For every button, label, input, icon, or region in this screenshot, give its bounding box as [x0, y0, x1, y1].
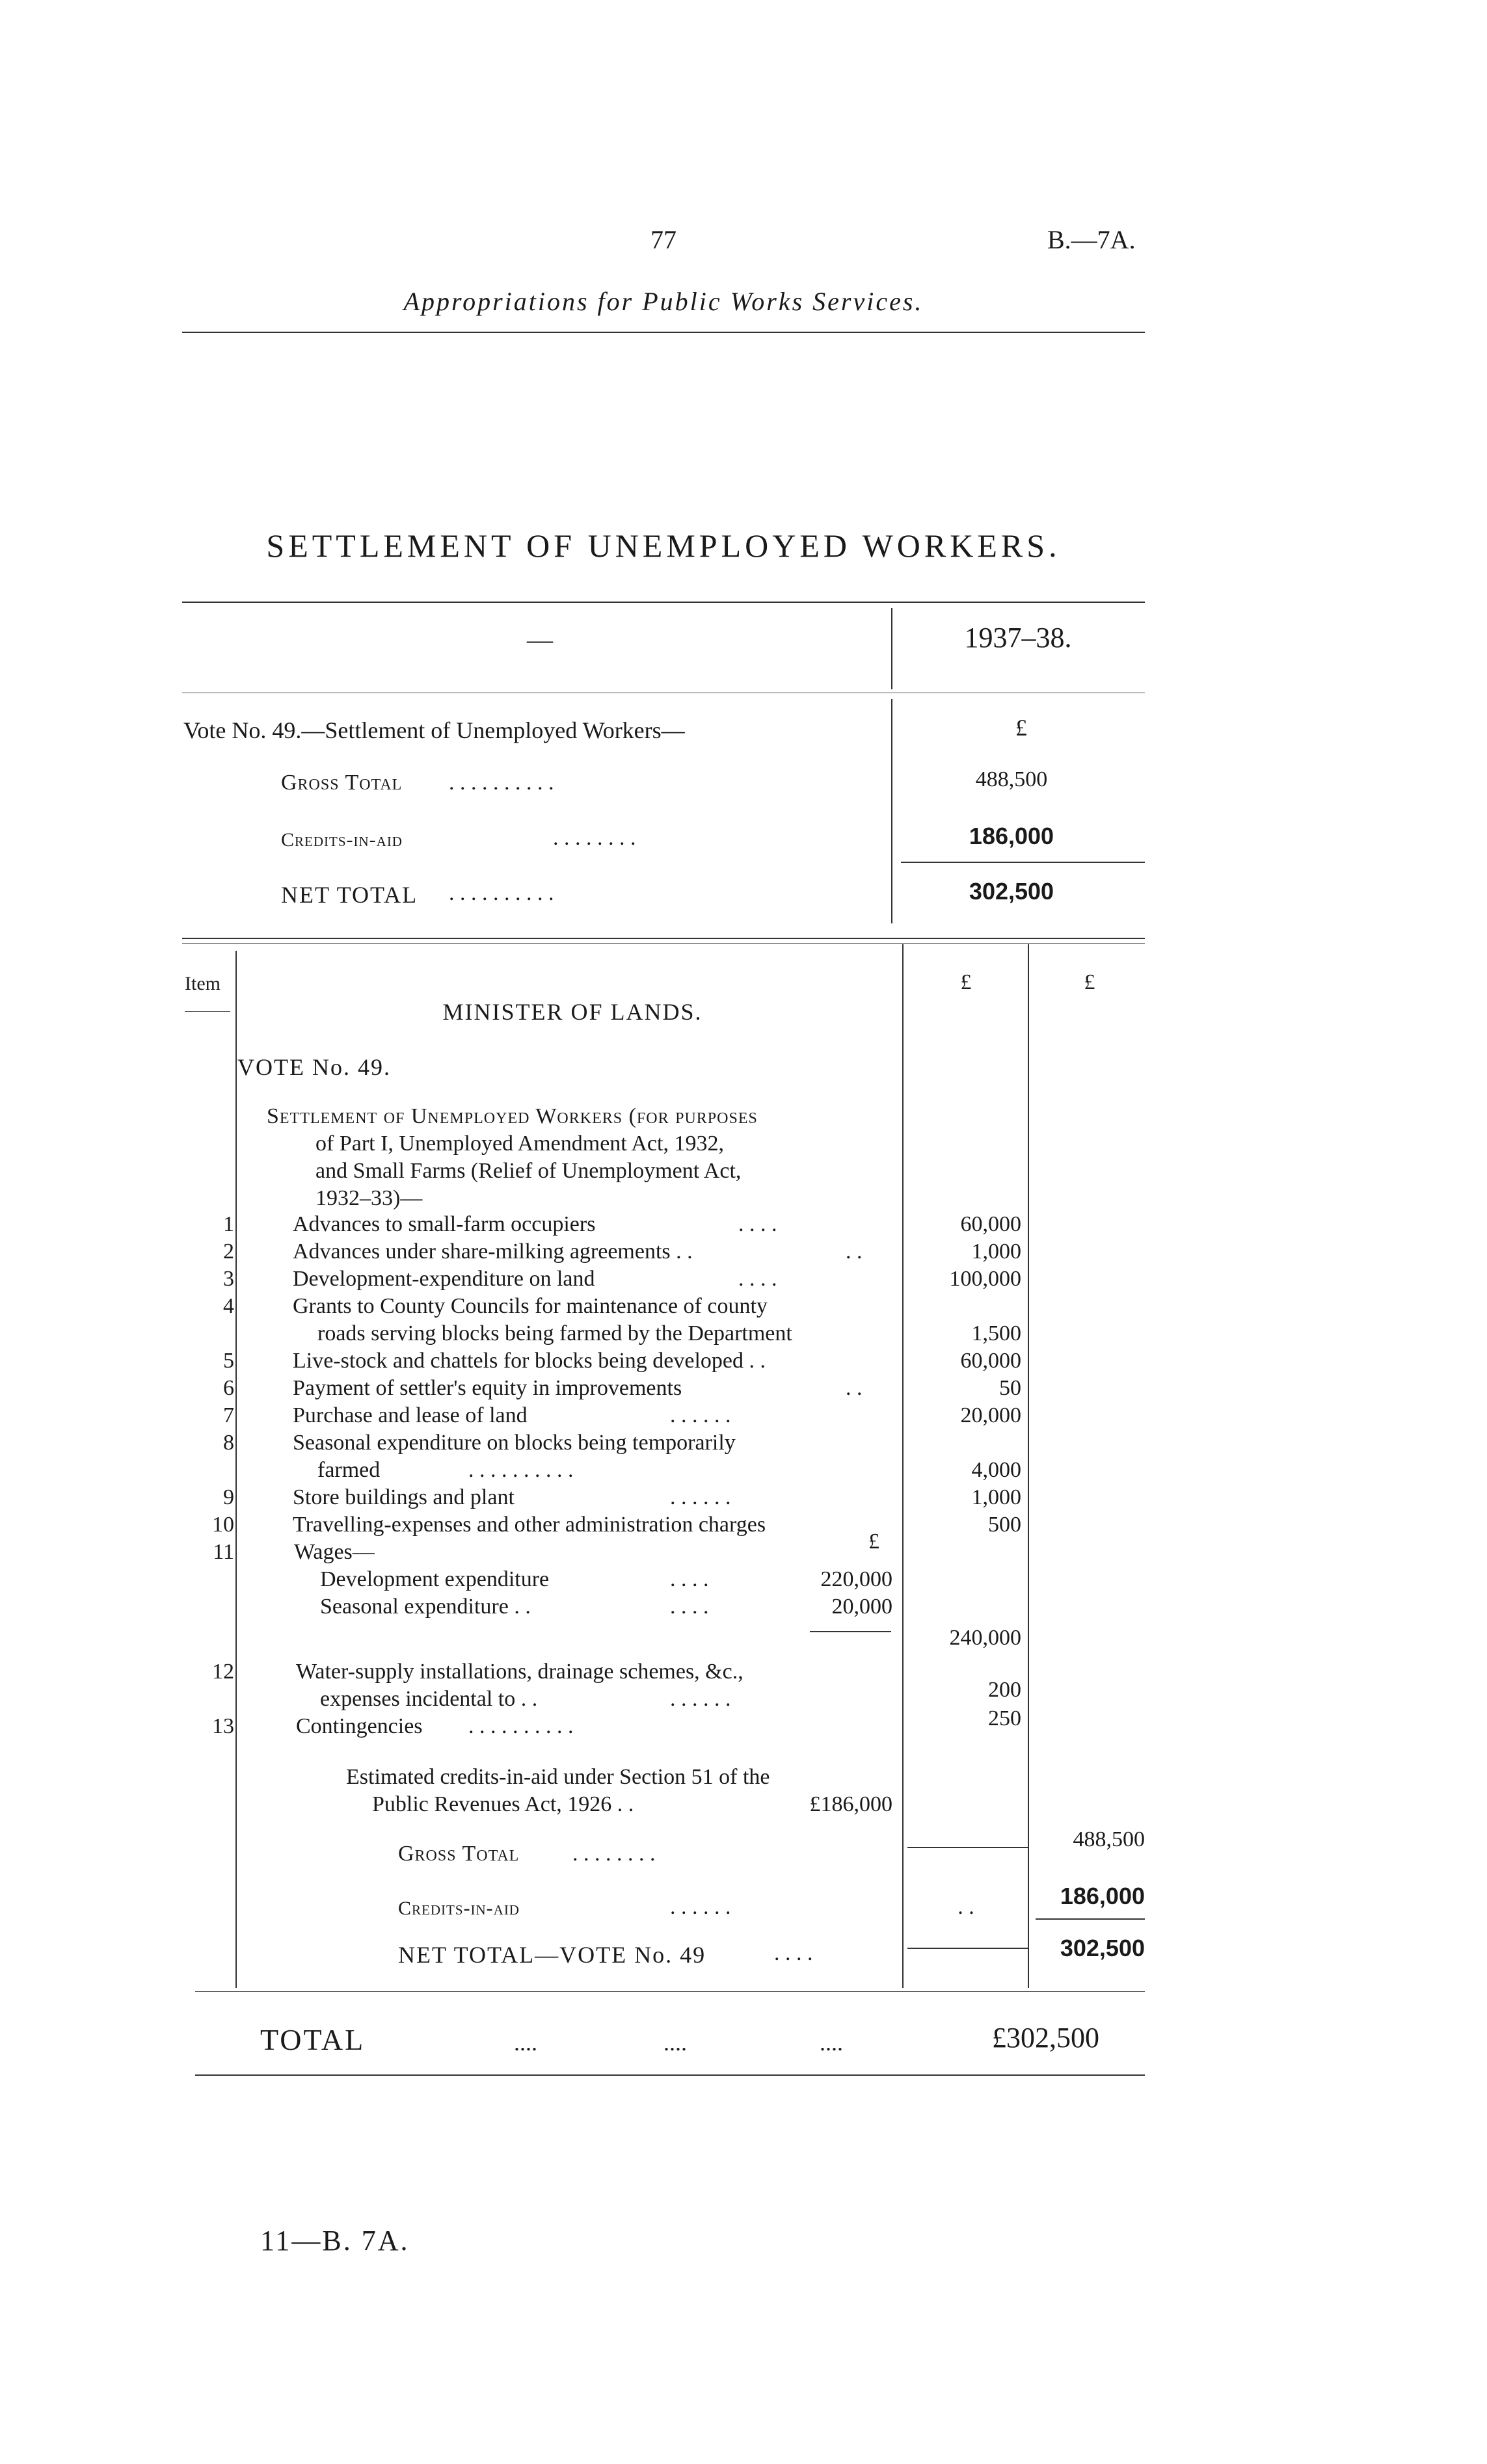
- summary-credits-label: Credits-in-aid: [281, 829, 403, 851]
- item-description: Development-expenditure on land: [293, 1267, 595, 1291]
- item-amount: 500: [988, 1513, 1021, 1537]
- summary-top-rule: [182, 602, 1145, 603]
- wages-label: Wages—: [294, 1540, 375, 1564]
- item-dots: . . . . . .: [670, 1687, 731, 1711]
- item-description: Contingencies: [296, 1714, 423, 1738]
- summary-net-dots: . . . . . . . . . .: [449, 881, 554, 905]
- item-amount: 4,000: [971, 1458, 1021, 1482]
- item-description: roads serving blocks being farmed by the Department: [317, 1321, 792, 1345]
- item-dots: . . . .: [738, 1212, 777, 1236]
- item-number: 8: [223, 1431, 234, 1455]
- intro-line-2: of Part I, Unemployed Amendment Act, 1932,: [315, 1132, 724, 1156]
- item-amount: 20,000: [960, 1403, 1021, 1427]
- summary-pound-symbol: £: [1015, 715, 1027, 741]
- header-rule: [182, 332, 1145, 333]
- page-subtitle: Appropriations for Public Works Services.: [403, 287, 924, 316]
- wages-line-description: Development expenditure: [320, 1567, 550, 1591]
- wages-line-amount: 220,000: [820, 1567, 892, 1591]
- item-amount: 200: [988, 1678, 1021, 1702]
- item-number: 1: [223, 1212, 234, 1236]
- detail-credits-value: 186,000: [1060, 1883, 1145, 1909]
- detail-gross-value: 488,500: [1073, 1827, 1145, 1851]
- item-number: 13: [212, 1714, 234, 1738]
- wages-pound-symbol: £: [868, 1530, 879, 1554]
- item-description: Store buildings and plant: [293, 1485, 515, 1509]
- total-label: TOTAL: [260, 2023, 366, 2056]
- item-amount: 1,500: [971, 1321, 1021, 1345]
- summary-credits-underline: [901, 862, 1145, 863]
- item-amount: 50: [999, 1376, 1021, 1400]
- summary-year: 1937–38.: [964, 622, 1072, 654]
- item-description: Travelling-expenses and other administration charges: [293, 1513, 766, 1537]
- item-description: Advances under share-milking agreements . .: [293, 1239, 693, 1264]
- item-amount: 250: [988, 1706, 1021, 1730]
- item-number: 10: [212, 1513, 234, 1537]
- item-description: Water-supply installations, drainage schemes, &c.,: [296, 1660, 744, 1684]
- item-dots: . . . . . .: [670, 1403, 731, 1427]
- item-description: Live-stock and chattels for blocks being developed . .: [293, 1349, 766, 1373]
- intro-line-4: 1932–33)—: [315, 1186, 423, 1210]
- summary-divider-body: [891, 699, 892, 923]
- item-number: 2: [223, 1239, 234, 1264]
- detail-credits-dots: . . . . . .: [670, 1895, 731, 1919]
- vote-number: VOTE No. 49.: [237, 1054, 391, 1080]
- amount-pound-symbol: £: [960, 970, 972, 994]
- item-number: 5: [223, 1349, 234, 1373]
- wages-line-dots: . . . .: [670, 1595, 709, 1619]
- detail-bottom-rule: [195, 1991, 1145, 1992]
- summary-net-label: NET TOTAL: [281, 882, 418, 908]
- minister-heading: MINISTER OF LANDS.: [442, 999, 703, 1025]
- detail-gross-label: Gross Total: [398, 1842, 520, 1866]
- item-number: 6: [223, 1376, 234, 1400]
- detail-credits-label: Credits-in-aid: [398, 1898, 520, 1919]
- detail-net-label: NET TOTAL—VOTE No. 49: [398, 1942, 706, 1968]
- item-description-continued: expenses incidental to . .: [320, 1687, 538, 1711]
- item-description: Purchase and lease of land: [293, 1403, 528, 1427]
- detail-top-rule-2: [182, 943, 1145, 944]
- item-amount: 1,000: [971, 1485, 1021, 1509]
- total-column-rule: [1036, 1918, 1145, 1920]
- item-amount: 60,000: [960, 1349, 1021, 1373]
- total-dots: ....: [820, 2030, 843, 2056]
- item-number: 4: [223, 1294, 234, 1318]
- item-column-divider: [235, 951, 237, 1988]
- total-dots: ....: [663, 2030, 687, 2056]
- summary-dash: —: [527, 625, 553, 654]
- total-pound-symbol: £: [1084, 970, 1095, 994]
- summary-credits-dots: . . . . . . . .: [553, 826, 636, 850]
- item-number: 12: [212, 1660, 234, 1684]
- detail-net-value: 302,500: [1060, 1935, 1145, 1961]
- document-reference: B.—7A.: [1047, 225, 1136, 254]
- wages-total: 240,000: [949, 1626, 1021, 1650]
- summary-vote-label: Vote No. 49.—Settlement of Unemployed Workers—: [183, 717, 685, 743]
- item-number: 11: [213, 1540, 234, 1564]
- intro-line-1: Settlement of Unemployed Workers (for purposes: [267, 1104, 758, 1128]
- wages-line-amount: 20,000: [831, 1595, 892, 1619]
- amount-column-rule-2: [907, 1948, 1028, 1949]
- credits-note-amount: £186,000: [809, 1792, 892, 1816]
- summary-net-value: 302,500: [969, 878, 1054, 905]
- detail-top-rule: [182, 938, 1145, 939]
- amount-column-rule: [907, 1847, 1028, 1848]
- detail-net-dots: . . . .: [774, 1941, 813, 1965]
- detail-gross-dots: . . . . . . . .: [572, 1842, 656, 1866]
- section-title: SETTLEMENT OF UNEMPLOYED WORKERS.: [266, 527, 1061, 564]
- item-number: 7: [223, 1403, 234, 1427]
- signature-mark: 11—B. 7A.: [260, 2225, 410, 2257]
- item-description: farmed: [317, 1458, 381, 1482]
- amount-column-divider: [902, 944, 904, 1988]
- summary-gross-label: Gross Total: [281, 771, 403, 795]
- detail-credits-mid-dots: . .: [958, 1895, 974, 1919]
- item-dots: . .: [846, 1376, 863, 1400]
- intro-line-3: and Small Farms (Relief of Unemployment Act,: [315, 1159, 742, 1183]
- wages-line-description: Seasonal expenditure . .: [320, 1595, 531, 1619]
- item-amount: 1,000: [971, 1239, 1021, 1264]
- item-number: 3: [223, 1267, 234, 1291]
- item-number: 9: [223, 1485, 234, 1509]
- item-description: Payment of settler's equity in improvements: [293, 1376, 682, 1400]
- wages-subtotal-rule: [810, 1631, 891, 1632]
- item-dots: . . . . . . . . . .: [468, 1458, 574, 1482]
- total-column-divider: [1028, 944, 1029, 1988]
- item-dots: . . . . . . . . . .: [468, 1714, 574, 1738]
- summary-credits-value: 186,000: [969, 823, 1054, 849]
- item-description: Grants to County Councils for maintenance of county: [293, 1294, 768, 1318]
- item-dots: . . . .: [738, 1267, 777, 1291]
- item-amount: 100,000: [949, 1267, 1021, 1291]
- total-value: £302,500: [992, 2022, 1099, 2054]
- total-dots: ....: [514, 2030, 537, 2056]
- page-number: 77: [650, 225, 677, 254]
- total-bottom-rule: [195, 2074, 1145, 2076]
- item-amount: 60,000: [960, 1212, 1021, 1236]
- item-description: Advances to small-farm occupiers: [293, 1212, 596, 1236]
- item-dots: . .: [846, 1239, 863, 1264]
- summary-gross-dots: . . . . . . . . . .: [449, 771, 554, 795]
- credits-note-line-2: Public Revenues Act, 1926 . .: [372, 1792, 634, 1816]
- item-header-rule: [185, 1011, 230, 1012]
- wages-line-dots: . . . .: [670, 1567, 709, 1591]
- summary-gross-value: 488,500: [975, 767, 1048, 791]
- item-description: Seasonal expenditure on blocks being temporarily: [293, 1431, 736, 1455]
- item-dots: . . . . . .: [670, 1485, 731, 1509]
- credits-note-line-1: Estimated credits-in-aid under Section 51 of the: [346, 1765, 770, 1789]
- item-header: Item: [185, 973, 221, 994]
